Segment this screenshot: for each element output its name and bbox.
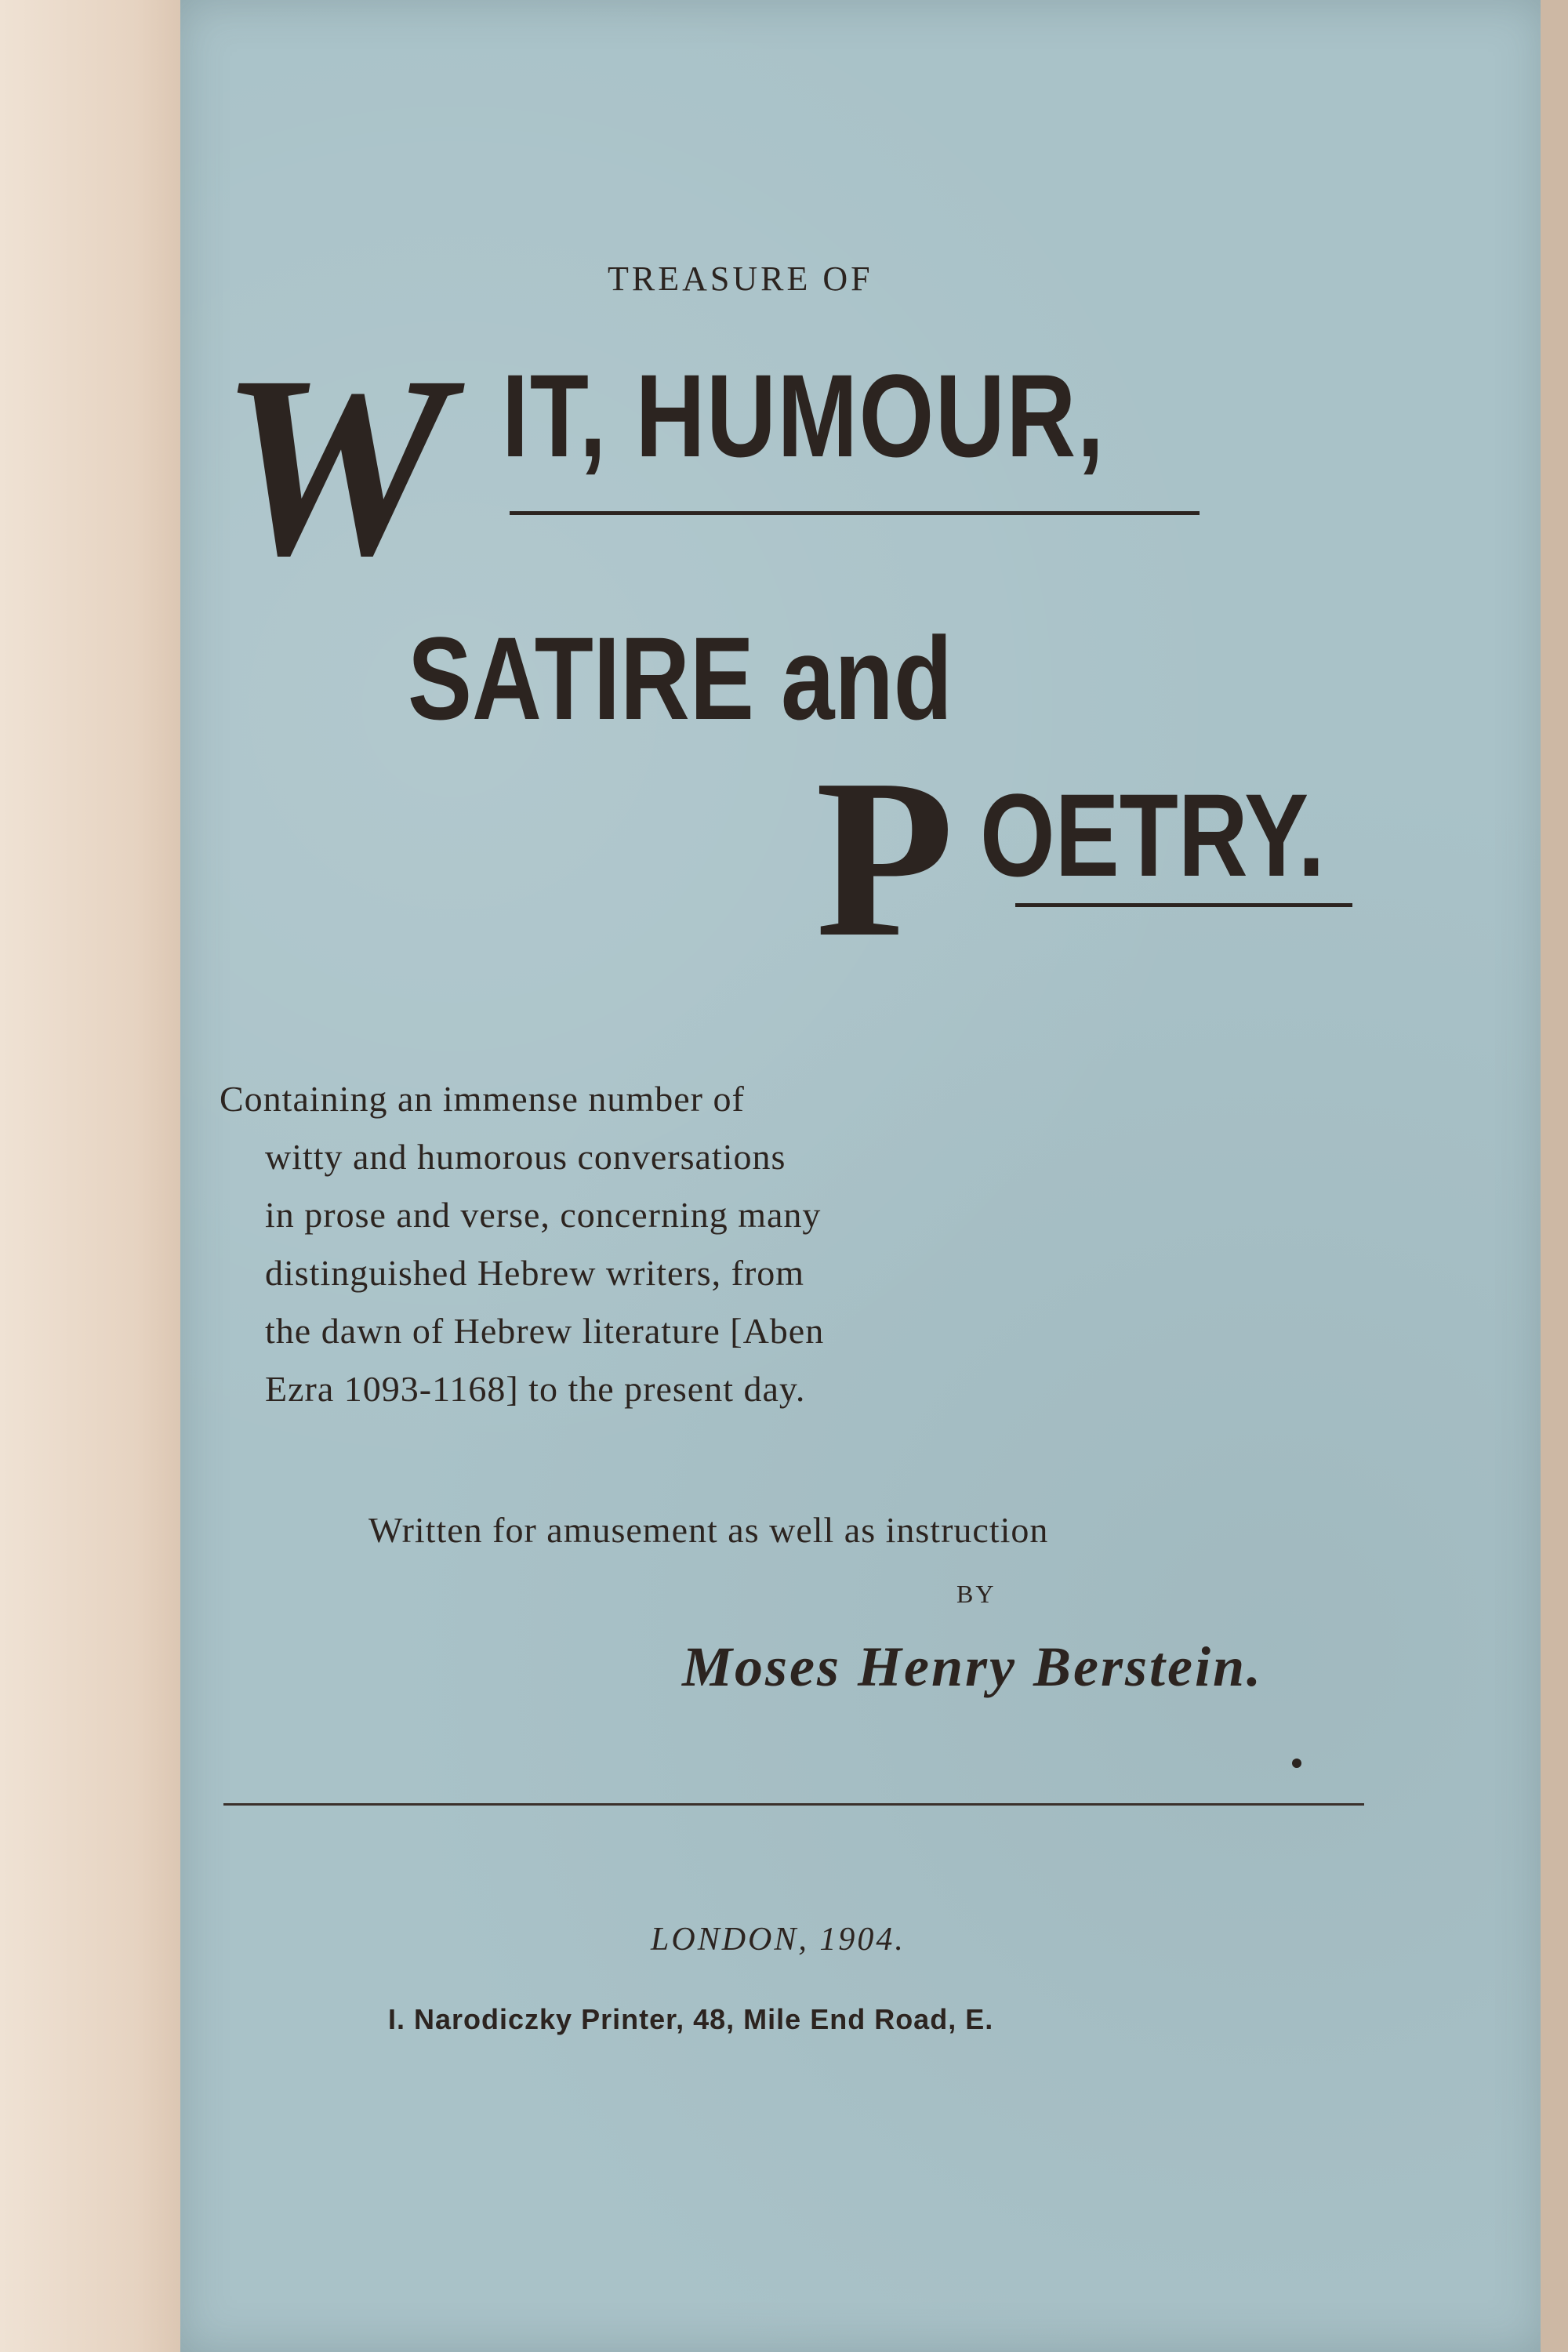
place-and-year: LONDON, 1904. [651,1922,906,1958]
treasure-of-heading: TREASURE OF [608,260,873,298]
description-line: Containing an immense number of [220,1079,745,1119]
by-label: BY [956,1580,996,1608]
written-for-line: Written for amusement as well as instruction [368,1510,1049,1550]
description-line: the dawn of Hebrew literature [Aben [265,1311,825,1351]
title-rule-1 [510,511,1200,515]
printer-imprint: I. Narodiczky Printer, 48, Mile End Road, E. [388,2003,994,2035]
description-line: in prose and verse, concerning many [265,1195,822,1235]
author-name: Moses Henry Berstein. [682,1635,1264,1698]
page-edge [1541,0,1568,2352]
ornament-dot [1292,1759,1301,1768]
title-initial-p: P [815,732,955,984]
description-line: Ezra 1093-1168] to the present day. [265,1369,806,1409]
title-line-1: IT, HUMOUR, [502,350,1105,481]
separator-rule [223,1803,1364,1806]
title-line-2: SATIRE and [408,612,953,744]
description-line: witty and humorous conversations [265,1137,786,1177]
description-block [220,1070,964,1418]
title-initial-w: W [220,323,450,609]
title-line-3: OETRY. [980,769,1325,901]
title-rule-2 [1015,903,1352,907]
book-gutter-page [0,0,196,2352]
description-line: distinguished Hebrew writers, from [265,1253,805,1293]
